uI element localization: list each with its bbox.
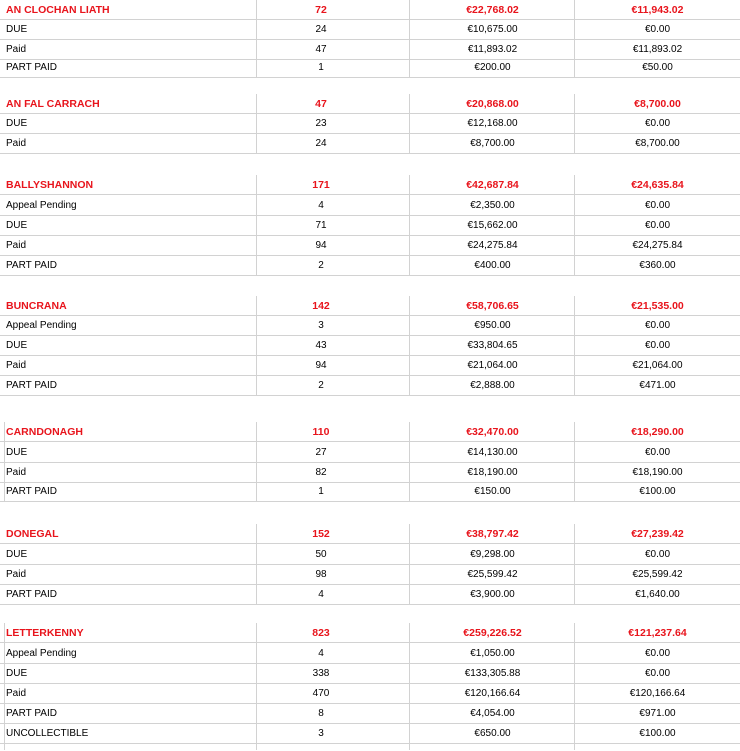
status-label: Paid: [6, 138, 27, 149]
table-row: [0, 704, 740, 724]
table-row: [0, 545, 740, 565]
table-row: [0, 356, 740, 376]
row-count: 4: [318, 200, 324, 211]
column-divider: [256, 422, 257, 502]
row-count: 8: [318, 708, 324, 719]
table-row: [0, 463, 740, 483]
row-total: €18,190.00: [467, 467, 518, 478]
group-paid: €24,635.84: [631, 179, 684, 191]
row-count: 2: [318, 380, 324, 391]
status-label: Appeal Pending: [6, 648, 77, 659]
column-divider: [574, 422, 575, 502]
row-total: €10,675.00: [467, 24, 518, 35]
row-count: 3: [318, 320, 324, 331]
group-count: 72: [315, 4, 327, 16]
row-paid: €0.00: [644, 24, 671, 35]
row-paid: €100.00: [639, 486, 676, 497]
row-total: €200.00: [474, 62, 511, 73]
column-divider: [409, 422, 410, 502]
row-paid: €0.00: [644, 220, 671, 231]
row-total: €25,599.42: [467, 569, 518, 580]
column-divider: [574, 623, 575, 750]
row-paid: €360.00: [639, 260, 676, 271]
column-divider: [256, 623, 257, 750]
row-paid: €120,166.64: [629, 688, 686, 699]
column-divider: [574, 296, 575, 396]
row-paid: €0.00: [644, 118, 671, 129]
table-row: [0, 336, 740, 356]
group-paid: €27,239.42: [631, 528, 684, 540]
column-divider: [574, 94, 575, 154]
status-label: PART PAID: [6, 589, 57, 600]
row-paid: €25,599.42: [632, 569, 683, 580]
table-row: [0, 376, 740, 396]
table-row: [0, 58, 740, 78]
row-count: 470: [312, 688, 330, 699]
group-header-buncrana: [0, 296, 740, 316]
column-divider: [409, 623, 410, 750]
row-count: 1: [318, 486, 324, 497]
row-paid: €50.00: [642, 62, 673, 73]
status-label: Paid: [6, 240, 27, 251]
table-row: [0, 134, 740, 154]
column-divider: [574, 0, 575, 78]
group-total: €22,768.02: [466, 4, 519, 16]
column-divider: [409, 524, 410, 605]
group-paid: €8,700.00: [634, 98, 681, 110]
row-total: €8,700.00: [470, 138, 515, 149]
group-name: BALLYSHANNON: [6, 179, 94, 191]
row-total: €12,168.00: [467, 118, 518, 129]
table-row: [0, 585, 740, 605]
column-divider: [256, 0, 257, 78]
row-paid: €0.00: [644, 549, 671, 560]
table-row: [0, 316, 740, 336]
row-total: €650.00: [474, 728, 511, 739]
group-count: 171: [312, 179, 330, 191]
table-row: [0, 724, 740, 744]
status-label: DUE: [6, 118, 28, 129]
table-row: [0, 216, 740, 236]
status-label: Paid: [6, 360, 27, 371]
group-name: DONEGAL: [6, 528, 59, 540]
group-header-ballyshannon: [0, 175, 740, 195]
table-row: [0, 565, 740, 585]
column-divider: [409, 94, 410, 154]
status-label: PART PAID: [6, 708, 57, 719]
group-paid: €121,237.64: [628, 627, 687, 639]
row-paid: €18,190.00: [632, 467, 683, 478]
row-paid: €8,700.00: [635, 138, 680, 149]
row-total: €21,064.00: [467, 360, 518, 371]
group-paid: €11,943.02: [631, 4, 684, 16]
row-paid: €0.00: [644, 447, 671, 458]
row-total: €1,050.00: [470, 648, 515, 659]
row-total: €150.00: [474, 486, 511, 497]
group-count: 823: [312, 627, 330, 639]
table-row: [0, 40, 740, 60]
group-paid: €21,535.00: [631, 300, 684, 312]
group-count: 110: [312, 426, 330, 438]
status-label: Paid: [6, 688, 27, 699]
group-header-letterkenny: [0, 623, 740, 643]
row-paid: €24,275.84: [632, 240, 683, 251]
row-total: €11,893.02: [467, 44, 518, 55]
status-label: DUE: [6, 447, 28, 458]
column-divider: [409, 175, 410, 276]
row-paid: €11,893.02: [632, 44, 683, 55]
table-row: [0, 114, 740, 134]
row-total: €33,804.65: [467, 340, 518, 351]
column-divider: [409, 296, 410, 396]
table-row: [0, 20, 740, 40]
group-count: 47: [315, 98, 327, 110]
row-count: 4: [318, 648, 324, 659]
row-total: €2,888.00: [470, 380, 515, 391]
group-total: €259,226.52: [463, 627, 522, 639]
group-header-an-fal-carrach: [0, 94, 740, 114]
row-total: €950.00: [474, 320, 511, 331]
column-divider: [4, 623, 5, 750]
status-label: Appeal Pending: [6, 200, 77, 211]
row-count: 3: [318, 728, 324, 739]
status-label: DUE: [6, 668, 28, 679]
group-name: CARNDONAGH: [6, 426, 83, 438]
row-paid: €971.00: [639, 708, 676, 719]
column-divider: [4, 422, 5, 502]
row-count: 1: [318, 62, 324, 73]
row-count: 27: [315, 447, 327, 458]
row-count: 71: [315, 220, 327, 231]
group-total: €20,868.00: [466, 98, 519, 110]
row-count: 24: [315, 138, 327, 149]
column-divider: [256, 524, 257, 605]
table-row: [0, 256, 740, 276]
status-label: PART PAID: [6, 486, 57, 497]
row-count: 94: [315, 360, 327, 371]
row-count: 94: [315, 240, 327, 251]
row-paid: €1,640.00: [635, 589, 680, 600]
row-paid: €0.00: [644, 648, 671, 659]
group-name: AN CLOCHAN LIATH: [6, 4, 110, 16]
column-divider: [256, 175, 257, 276]
group-paid: €18,290.00: [631, 426, 684, 438]
status-label: PART PAID: [6, 380, 57, 391]
column-divider: [256, 296, 257, 396]
status-label: UNCOLLECTIBLE: [6, 728, 89, 739]
table-row: [0, 482, 740, 502]
group-header-an-clochan-liath: [0, 0, 740, 20]
status-label: Appeal Pending: [6, 320, 77, 331]
group-name: AN FAL CARRACH: [6, 98, 100, 110]
row-count: 23: [315, 118, 327, 129]
table-row: [0, 664, 740, 684]
row-total: €4,054.00: [470, 708, 515, 719]
table-row: [0, 684, 740, 704]
group-total: €32,470.00: [466, 426, 519, 438]
group-total: €38,797.42: [466, 528, 519, 540]
group-count: 142: [312, 300, 330, 312]
status-label: Paid: [6, 467, 27, 478]
row-count: 50: [315, 549, 327, 560]
status-label: DUE: [6, 340, 28, 351]
row-paid: €0.00: [644, 200, 671, 211]
group-name: BUNCRANA: [6, 300, 67, 312]
row-count: 82: [315, 467, 327, 478]
row-count: 2: [318, 260, 324, 271]
status-label: Paid: [6, 44, 27, 55]
row-total: €15,662.00: [467, 220, 518, 231]
row-total: €14,130.00: [467, 447, 518, 458]
row-total: €9,298.00: [470, 549, 515, 560]
row-paid: €0.00: [644, 668, 671, 679]
column-divider: [574, 175, 575, 276]
status-label: DUE: [6, 549, 28, 560]
row-count: 338: [312, 668, 330, 679]
group-count: 152: [312, 528, 330, 540]
table-row: [0, 236, 740, 256]
status-label: DUE: [6, 220, 28, 231]
row-paid: €471.00: [639, 380, 676, 391]
group-total: €58,706.65: [466, 300, 519, 312]
row-count: 98: [315, 569, 327, 580]
group-total: €42,687.84: [466, 179, 519, 191]
row-count: 43: [315, 340, 327, 351]
column-divider: [574, 524, 575, 605]
status-label: Paid: [6, 569, 27, 580]
row-total: €133,305.88: [464, 668, 521, 679]
row-total: €3,900.00: [470, 589, 515, 600]
column-divider: [256, 94, 257, 154]
table-row: [0, 443, 740, 463]
row-total: €120,166.64: [464, 688, 521, 699]
group-name: LETTERKENNY: [6, 627, 84, 639]
status-label: PART PAID: [6, 62, 57, 73]
group-header-donegal: [0, 524, 740, 544]
column-divider: [409, 0, 410, 78]
row-paid: €0.00: [644, 340, 671, 351]
group-header-carndonagh: [0, 422, 740, 442]
row-count: 4: [318, 589, 324, 600]
row-count: 47: [315, 44, 327, 55]
row-paid: €100.00: [639, 728, 676, 739]
table-row: [0, 196, 740, 216]
status-label: PART PAID: [6, 260, 57, 271]
row-total: €2,350.00: [470, 200, 515, 211]
row-total: €400.00: [474, 260, 511, 271]
row-total: €24,275.84: [467, 240, 518, 251]
table-row: [0, 644, 740, 664]
row-paid: €0.00: [644, 320, 671, 331]
status-label: DUE: [6, 24, 28, 35]
row-count: 24: [315, 24, 327, 35]
row-paid: €21,064.00: [632, 360, 683, 371]
